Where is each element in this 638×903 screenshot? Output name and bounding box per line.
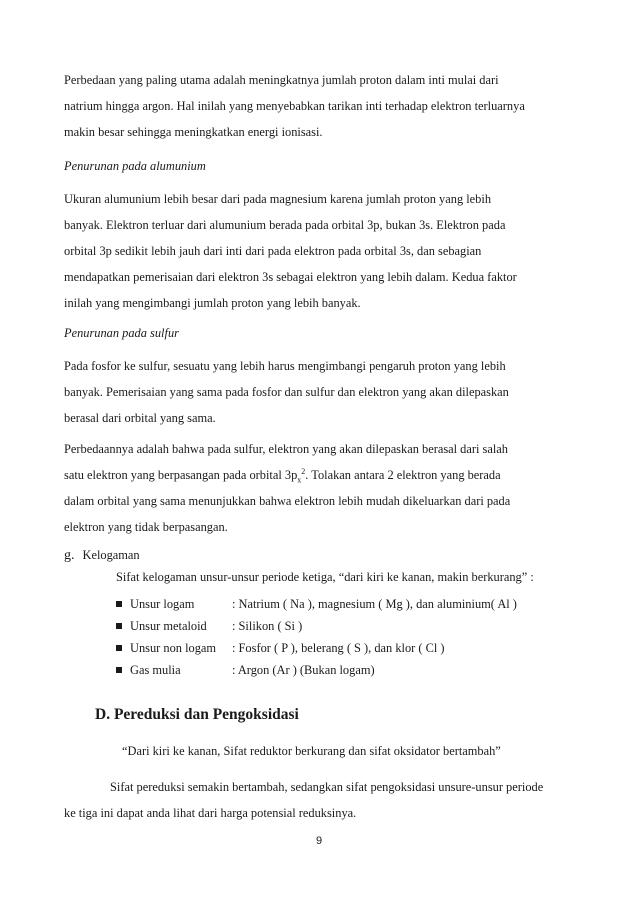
list-item	[116, 615, 517, 637]
list-item	[116, 637, 517, 659]
text-line: Sifat pereduksi semakin bertambah, sedangkan sifat pengoksidasi unsure-unsur periode	[110, 780, 544, 794]
list-desc: : Argon (Ar ) (Bukan logam)	[232, 663, 375, 677]
text-line: natrium hingga argon. Hal inilah yang menyebabkan tarikan inti terhadap elektron terluarnya	[64, 99, 525, 113]
square-bullet-icon	[116, 601, 122, 607]
paragraph-aluminium	[64, 186, 584, 316]
text-line: mendapatkan pemerisaian dari elektron 3s sebagai elektron yang lebih dalam. Kedua faktor	[64, 270, 517, 284]
list-term: Gas mulia	[130, 663, 181, 677]
text-line: inilah yang mengimbangi jumlah proton yang lebih banyak.	[64, 296, 361, 310]
paragraph-reduction	[64, 774, 584, 826]
list-item	[116, 659, 517, 681]
paragraph-ionization	[64, 67, 584, 145]
paragraph-sulfur	[64, 353, 584, 431]
subheading-sulfur: Penurunan pada sulfur	[64, 326, 179, 340]
section-heading-d: D. Pereduksi dan Pengoksidasi	[95, 706, 299, 723]
text-line: Pada fosfor ke sulfur, sesuatu yang lebih harus mengimbangi pengaruh proton yang lebih	[64, 359, 506, 373]
paragraph-paired-electrons	[64, 436, 584, 540]
text-line: Perbedaan yang paling utama adalah meningkatnya jumlah proton dalam inti mulai dari	[64, 73, 499, 87]
text-line: elektron yang tidak berpasangan.	[64, 520, 228, 534]
text-line: banyak. Elektron terluar dari alumunium berada pada orbital 3p, bukan 3s. Elektron pada	[64, 218, 506, 232]
section-title: Kelogaman	[82, 548, 140, 562]
list-term: Unsur metaloid	[130, 619, 207, 633]
section-kelogaman	[64, 545, 534, 677]
list-item	[116, 593, 517, 615]
text-line: ke tiga ini dapat anda lihat dari harga potensial reduksinya.	[64, 806, 357, 820]
text-fragment: . Tolakan antara 2 elektron yang berada	[305, 468, 501, 482]
section-heading	[64, 545, 140, 566]
text-line: dalam orbital yang sama menunjukkan bahwa elektron lebih mudah dikeluarkan dari pada	[64, 494, 511, 508]
page-number: 9	[315, 835, 323, 847]
square-bullet-icon	[116, 623, 122, 629]
square-bullet-icon	[116, 667, 122, 673]
section-letter: g.	[64, 548, 75, 563]
orbital-subscript: x	[297, 475, 302, 485]
section-intro: Sifat kelogaman unsur-unsur periode ketiga, “dari kiri ke kanan, makin berkurang” :	[116, 570, 534, 584]
section-quote: “Dari kiri ke kanan, Sifat reduktor berkurang dan sifat oksidator bertambah”	[122, 744, 501, 758]
text-line: Ukuran alumunium lebih besar dari pada magnesium karena jumlah proton yang lebih	[64, 192, 492, 206]
metal-classification-list	[116, 593, 517, 681]
list-term: Unsur logam	[130, 597, 195, 611]
orbital-superscript: 2	[301, 466, 306, 476]
text-fragment: satu elektron yang berpasangan pada orbital 3p	[64, 468, 298, 482]
text-line: banyak. Pemerisaian yang sama pada fosfor dan sulfur dan elektron yang akan dilepaskan	[64, 385, 509, 399]
subheading-aluminium: Penurunan pada alumunium	[64, 159, 206, 173]
text-line-orbital	[64, 462, 584, 488]
list-desc: : Natrium ( Na ), magnesium ( Mg ), dan aluminium( Al )	[232, 597, 517, 611]
text-line: Perbedaannya adalah bahwa pada sulfur, elektron yang akan dilepaskan berasal dari salah	[64, 442, 508, 456]
list-desc: : Silikon ( Si )	[232, 619, 303, 633]
text-line: orbital 3p sedikit lebih jauh dari inti dari pada elektron pada orbital 3s, dan sebagian	[64, 244, 482, 258]
square-bullet-icon	[116, 645, 122, 651]
list-desc: : Fosfor ( P ), belerang ( S ), dan klor ( Cl )	[232, 641, 445, 655]
list-term: Unsur non logam	[130, 641, 217, 655]
text-line: makin besar sehingga meningkatkan energi ionisasi.	[64, 125, 323, 139]
text-line: berasal dari orbital yang sama.	[64, 411, 216, 425]
